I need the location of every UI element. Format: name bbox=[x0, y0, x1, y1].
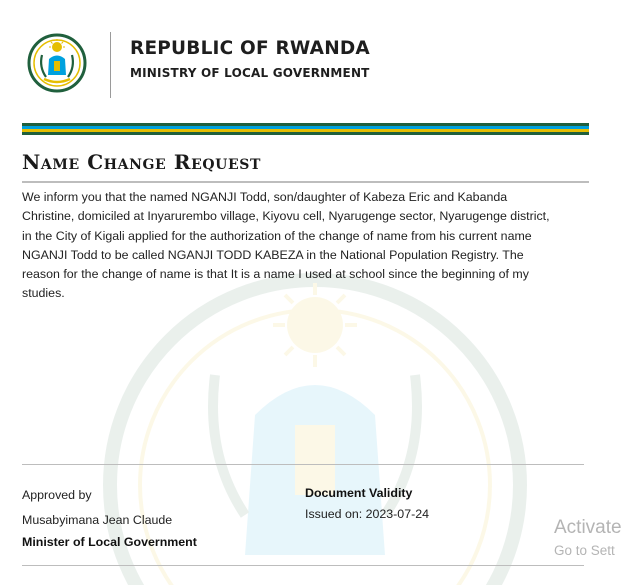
document-title: Name Change Request bbox=[22, 150, 261, 174]
letterhead bbox=[22, 28, 592, 104]
signer-role: Minister of Local Government bbox=[22, 535, 197, 549]
document-validity-title: Document Validity bbox=[305, 486, 413, 500]
document-body: We inform you that the named NGANJI Todd, son/daughter of Kabeza Eric and Kabanda Christine, domiciled at Inyarurembo village, Kiyovu cell, Nyarugenge sector, Nyarugenge district, in the City of Kigali applied for the authorization of the change of name from his current name NGANJI Todd to be called NGANJI TODD KABEZA in the National Population Registry. The reason for the change of name is that It is a name I used at school since the beginning of my studies. bbox=[22, 190, 550, 301]
signer-name: Musabyimana Jean Claude bbox=[22, 513, 173, 527]
rwanda-coat-of-arms-icon bbox=[27, 33, 87, 93]
issued-on-date: Issued on: 2023-07-24 bbox=[305, 507, 429, 521]
windows-activation-link[interactable]: Go to Sett bbox=[554, 543, 615, 558]
approved-by-label: Approved by bbox=[22, 488, 92, 502]
header-divider bbox=[110, 32, 111, 98]
title-divider bbox=[22, 181, 589, 183]
ministry-title: MINISTRY OF LOCAL GOVERNMENT bbox=[130, 66, 370, 80]
signature-divider-top bbox=[22, 464, 584, 465]
signature-divider-bottom bbox=[22, 565, 584, 566]
flag-stripe bbox=[22, 132, 589, 135]
republic-title: REPUBLIC OF RWANDA bbox=[130, 38, 370, 59]
flag-stripe-bar bbox=[22, 123, 589, 135]
windows-activation-title: Activate bbox=[554, 517, 622, 538]
